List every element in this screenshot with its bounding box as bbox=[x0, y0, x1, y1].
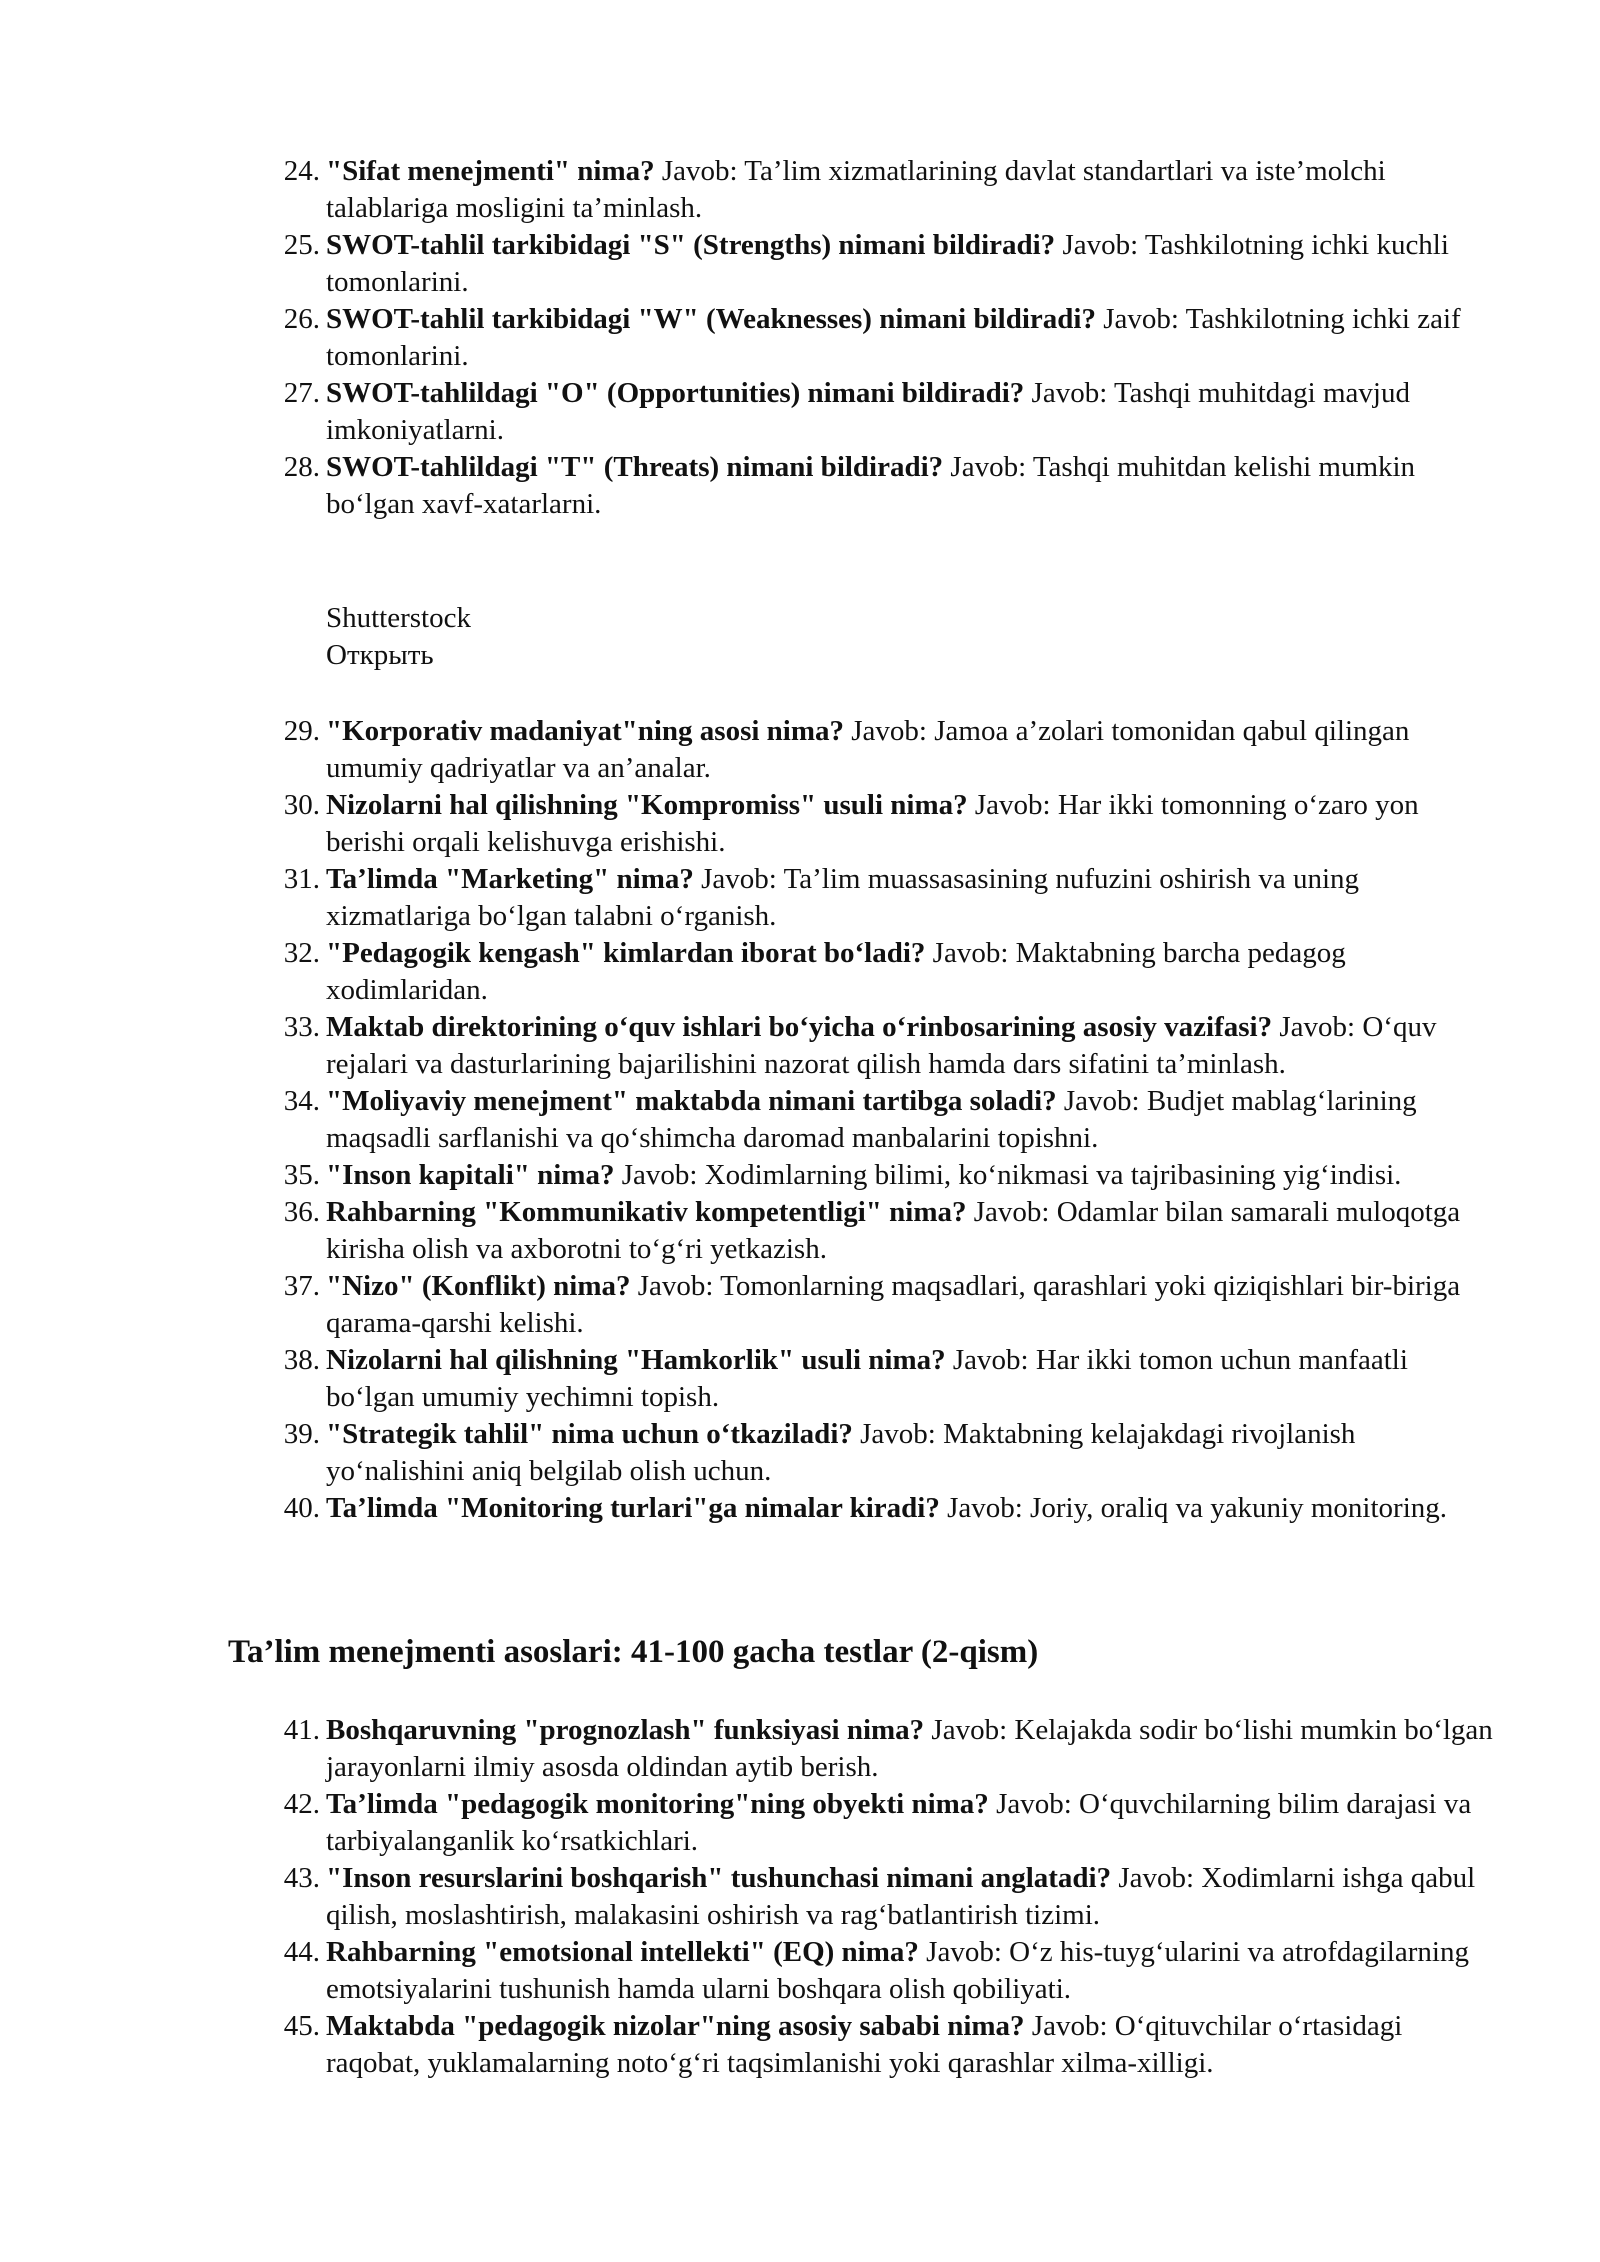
item-number: 35. bbox=[283, 1159, 320, 1191]
list-item bbox=[0, 1157, 1600, 1194]
item-number: 31. bbox=[283, 863, 320, 895]
item-number: 44. bbox=[283, 1936, 320, 1968]
question-text: "Inson resurslarini boshqarish" tushunchasi nimani anglatadi? bbox=[326, 1862, 1112, 1894]
item-number: 28. bbox=[283, 451, 320, 483]
list-item bbox=[0, 1786, 1600, 1860]
list-item bbox=[0, 935, 1600, 1009]
item-number: 37. bbox=[283, 1270, 320, 1302]
answer-text: Javob: Ta’lim muassasasining nufuzini oshirish va uning xizmatlariga bo‘lgan talabni o‘rganish. bbox=[326, 863, 1360, 932]
question-text: SWOT-tahlildagi "O" (Opportunities) nimani bildiradi? bbox=[326, 377, 1025, 409]
question-list-41-45 bbox=[0, 1712, 1600, 2082]
list-item bbox=[0, 2008, 1600, 2082]
item-number: 38. bbox=[283, 1344, 320, 1376]
question-text: SWOT-tahlil tarkibidagi "S" (Strengths) nimani bildiradi? bbox=[326, 229, 1056, 261]
answer-text: Javob: Ta’lim xizmatlarining davlat standartlari va iste’molchi talablariga mosligini ta’minlash. bbox=[326, 155, 1386, 224]
item-number: 42. bbox=[283, 1788, 320, 1820]
answer-text: Javob: Tashkilotning ichki zaif tomonlarini. bbox=[326, 303, 1461, 372]
question-text: "Pedagogik kengash" kimlardan iborat bo‘ladi? bbox=[326, 937, 926, 969]
list-item bbox=[0, 1860, 1600, 1934]
question-list-29-40 bbox=[0, 713, 1600, 1527]
question-text: "Sifat menejmenti" nima? bbox=[326, 155, 655, 187]
answer-text: Javob: Har ikki tomon uchun manfaatli bo‘lgan umumiy yechimni topish. bbox=[326, 1344, 1408, 1413]
item-number: 27. bbox=[283, 377, 320, 409]
list-item bbox=[0, 375, 1600, 449]
question-text: SWOT-tahlil tarkibidagi "W" (Weaknesses) nimani bildiradi? bbox=[326, 303, 1096, 335]
answer-text: Javob: Har ikki tomonning o‘zaro yon berishi orqali kelishuvga erishishi. bbox=[326, 789, 1419, 858]
list-item bbox=[0, 1342, 1600, 1416]
list-item bbox=[0, 861, 1600, 935]
answer-text: Javob: Joriy, oraliq va yakuniy monitoring. bbox=[947, 1492, 1448, 1524]
item-number: 45. bbox=[283, 2010, 320, 2042]
question-text: Ta’limda "Marketing" nima? bbox=[326, 863, 694, 895]
list-item bbox=[0, 153, 1600, 227]
question-text: Nizolarni hal qilishning "Hamkorlik" usuli nima? bbox=[326, 1344, 946, 1376]
item-number: 36. bbox=[283, 1196, 320, 1228]
question-text: Boshqaruvning "prognozlash" funksiyasi nima? bbox=[326, 1714, 925, 1746]
question-list-24-28 bbox=[0, 153, 1600, 523]
list-item bbox=[0, 1009, 1600, 1083]
answer-text: Javob: Tashqi muhitdan kelishi mumkin bo‘lgan xavf-xatarlarni. bbox=[326, 451, 1416, 520]
item-number: 39. bbox=[283, 1418, 320, 1450]
question-text: "Korporativ madaniyat"ning asosi nima? bbox=[326, 715, 845, 747]
list-item bbox=[0, 1712, 1600, 1786]
open-link[interactable]: Открыть bbox=[326, 639, 434, 671]
question-text: "Inson kapitali" nima? bbox=[326, 1159, 615, 1191]
answer-text: Javob: Tashkilotning ichki kuchli tomonlarini. bbox=[326, 229, 1449, 298]
list-item bbox=[0, 787, 1600, 861]
list-item bbox=[0, 1083, 1600, 1157]
list-item bbox=[0, 1268, 1600, 1342]
item-number: 32. bbox=[283, 937, 320, 969]
question-text: "Strategik tahlil" nima uchun o‘tkaziladi? bbox=[326, 1418, 853, 1450]
item-number: 24. bbox=[283, 155, 320, 187]
answer-text: Javob: O‘qituvchilar o‘rtasidagi raqobat, yuklamalarning noto‘g‘ri taqsimlanishi yoki qarashlar xilma-xilligi. bbox=[326, 2010, 1403, 2079]
question-text: SWOT-tahlildagi "T" (Threats) nimani bildiradi? bbox=[326, 451, 944, 483]
image-source-label: Shutterstock bbox=[326, 602, 471, 634]
section-heading: Ta’lim menejmenti asoslari: 41-100 gacha testlar (2-qism) bbox=[228, 1634, 1039, 1670]
answer-text: Javob: Jamoa a’zolari tomonidan qabul qilingan umumiy qadriyatlar va an’analar. bbox=[326, 715, 1410, 784]
answer-text: Javob: Maktabning kelajakdagi rivojlanish yo‘nalishini aniq belgilab olish uchun. bbox=[326, 1418, 1356, 1487]
item-number: 40. bbox=[283, 1492, 320, 1524]
item-number: 33. bbox=[283, 1011, 320, 1043]
item-number: 41. bbox=[283, 1714, 320, 1746]
question-text: Maktabda "pedagogik nizolar"ning asosiy sababi nima? bbox=[326, 2010, 1025, 2042]
answer-text: Javob: Kelajakda sodir bo‘lishi mumkin bo‘lgan jarayonlarni ilmiy asosda oldindan aytib berish. bbox=[326, 1714, 1493, 1783]
list-item bbox=[0, 713, 1600, 787]
answer-text: Javob: Maktabning barcha pedagog xodimlaridan. bbox=[326, 937, 1346, 1006]
question-text: Ta’limda "pedagogik monitoring"ning obyekti nima? bbox=[326, 1788, 989, 1820]
answer-text: Javob: Xodimlarni ishga qabul qilish, moslashtirish, malakasini oshirish va rag‘batlantirish tizimi. bbox=[326, 1862, 1476, 1931]
answer-text: Javob: Odamlar bilan samarali muloqotga kirisha olish va axborotni to‘g‘ri yetkazish. bbox=[326, 1196, 1461, 1265]
answer-text: Javob: Tomonlarning maqsadlari, qarashlari yoki qiziqishlari bir-biriga qarama-qarshi kelishi. bbox=[326, 1270, 1461, 1339]
list-item bbox=[0, 449, 1600, 523]
item-number: 29. bbox=[283, 715, 320, 747]
answer-text: Javob: O‘z his-tuyg‘ularini va atrofdagilarning emotsiyalarini tushunish hamda ularni boshqara olish qobiliyati. bbox=[326, 1936, 1469, 2005]
list-item bbox=[0, 1490, 1600, 1527]
question-text: Maktab direktorining o‘quv ishlari bo‘yicha o‘rinbosarining asosiy vazifasi? bbox=[326, 1011, 1273, 1043]
item-number: 25. bbox=[283, 229, 320, 261]
question-text: Rahbarning "emotsional intellekti" (EQ) nima? bbox=[326, 1936, 919, 1968]
list-item bbox=[0, 1416, 1600, 1490]
question-text: Nizolarni hal qilishning "Kompromiss" usuli nima? bbox=[326, 789, 968, 821]
list-item bbox=[0, 1194, 1600, 1268]
item-number: 43. bbox=[283, 1862, 320, 1894]
question-text: "Moliyaviy menejment" maktabda nimani tartibga soladi? bbox=[326, 1085, 1057, 1117]
list-item bbox=[0, 1934, 1600, 2008]
answer-text: Javob: Tashqi muhitdagi mavjud imkoniyatlarni. bbox=[326, 377, 1410, 446]
list-item bbox=[0, 301, 1600, 375]
item-number: 26. bbox=[283, 303, 320, 335]
list-item bbox=[0, 227, 1600, 301]
question-text: "Nizo" (Konflikt) nima? bbox=[326, 1270, 631, 1302]
question-text: Rahbarning "Kommunikativ kompetentligi" nima? bbox=[326, 1196, 967, 1228]
item-number: 30. bbox=[283, 789, 320, 821]
answer-text: Javob: Budjet mablag‘larining maqsadli sarflanishi va qo‘shimcha daromad manbalarini topishni. bbox=[326, 1085, 1417, 1154]
question-text: Ta’limda "Monitoring turlari"ga nimalar kiradi? bbox=[326, 1492, 940, 1524]
answer-text: Javob: Xodimlarning bilimi, ko‘nikmasi va tajribasining yig‘indisi. bbox=[621, 1159, 1402, 1191]
answer-text: Javob: O‘quv rejalari va dasturlarining bajarilishini nazorat qilish hamda dars sifatini ta’minlash. bbox=[326, 1011, 1437, 1080]
item-number: 34. bbox=[283, 1085, 320, 1117]
answer-text: Javob: O‘quvchilarning bilim darajasi va tarbiyalanganlik ko‘rsatkichlari. bbox=[326, 1788, 1472, 1857]
